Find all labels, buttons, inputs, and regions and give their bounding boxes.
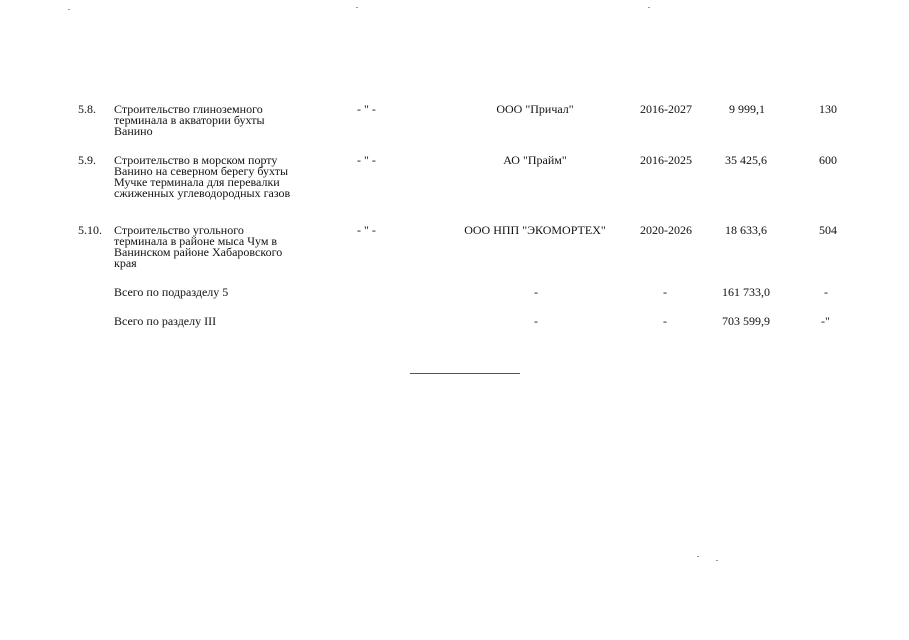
row-jobs: 130 [819, 102, 837, 116]
total-period: - [663, 285, 667, 299]
total-jobs: - [824, 285, 828, 299]
separator-line [410, 373, 520, 374]
row-description: Строительство угольного терминала в районе мыса Чум в Ванинском районе Хабаровского края [114, 223, 283, 270]
total-organization: - [534, 314, 538, 328]
row-jobs: 504 [819, 223, 837, 237]
row-description: Строительство в морском порту Ванино на северном берегу бухты Мучке терминала для перевалки сжиженных углеводородных газов [114, 153, 291, 200]
total-label: Всего по разделу III [114, 314, 217, 328]
row-amount: 9 999,1 [729, 102, 765, 116]
row-ditto: - " - [357, 223, 376, 237]
row-number: 5.9. [78, 153, 96, 167]
total-label: Всего по подразделу 5 [114, 285, 229, 299]
row-period: 2016-2025 [640, 153, 692, 167]
row-period: 2020-2026 [640, 223, 692, 237]
row-ditto: - " - [357, 153, 376, 167]
scan-speck [648, 7, 650, 8]
row-ditto: - " - [357, 102, 376, 116]
row-organization: АО "Прайм" [503, 153, 567, 167]
total-organization: - [534, 285, 538, 299]
row-organization: ООО НПП "ЭКОМОРТЕХ" [464, 223, 606, 237]
row-amount: 18 633,6 [725, 223, 767, 237]
row-amount: 35 425,6 [725, 153, 767, 167]
total-amount: 161 733,0 [722, 285, 770, 299]
scan-speck [68, 9, 70, 10]
row-number: 5.8. [78, 102, 96, 116]
row-organization: ООО "Причал" [496, 102, 574, 116]
scan-speck [697, 556, 699, 557]
total-jobs: -" [821, 314, 830, 328]
scan-speck [356, 7, 358, 8]
total-amount: 703 599,9 [722, 314, 770, 328]
total-period: - [663, 314, 667, 328]
row-jobs: 600 [819, 153, 837, 167]
scan-speck [716, 560, 718, 561]
row-description: Строительство глиноземного терминала в акватории бухты Ванино [114, 102, 265, 138]
row-period: 2016-2027 [640, 102, 692, 116]
row-number: 5.10. [78, 223, 102, 237]
